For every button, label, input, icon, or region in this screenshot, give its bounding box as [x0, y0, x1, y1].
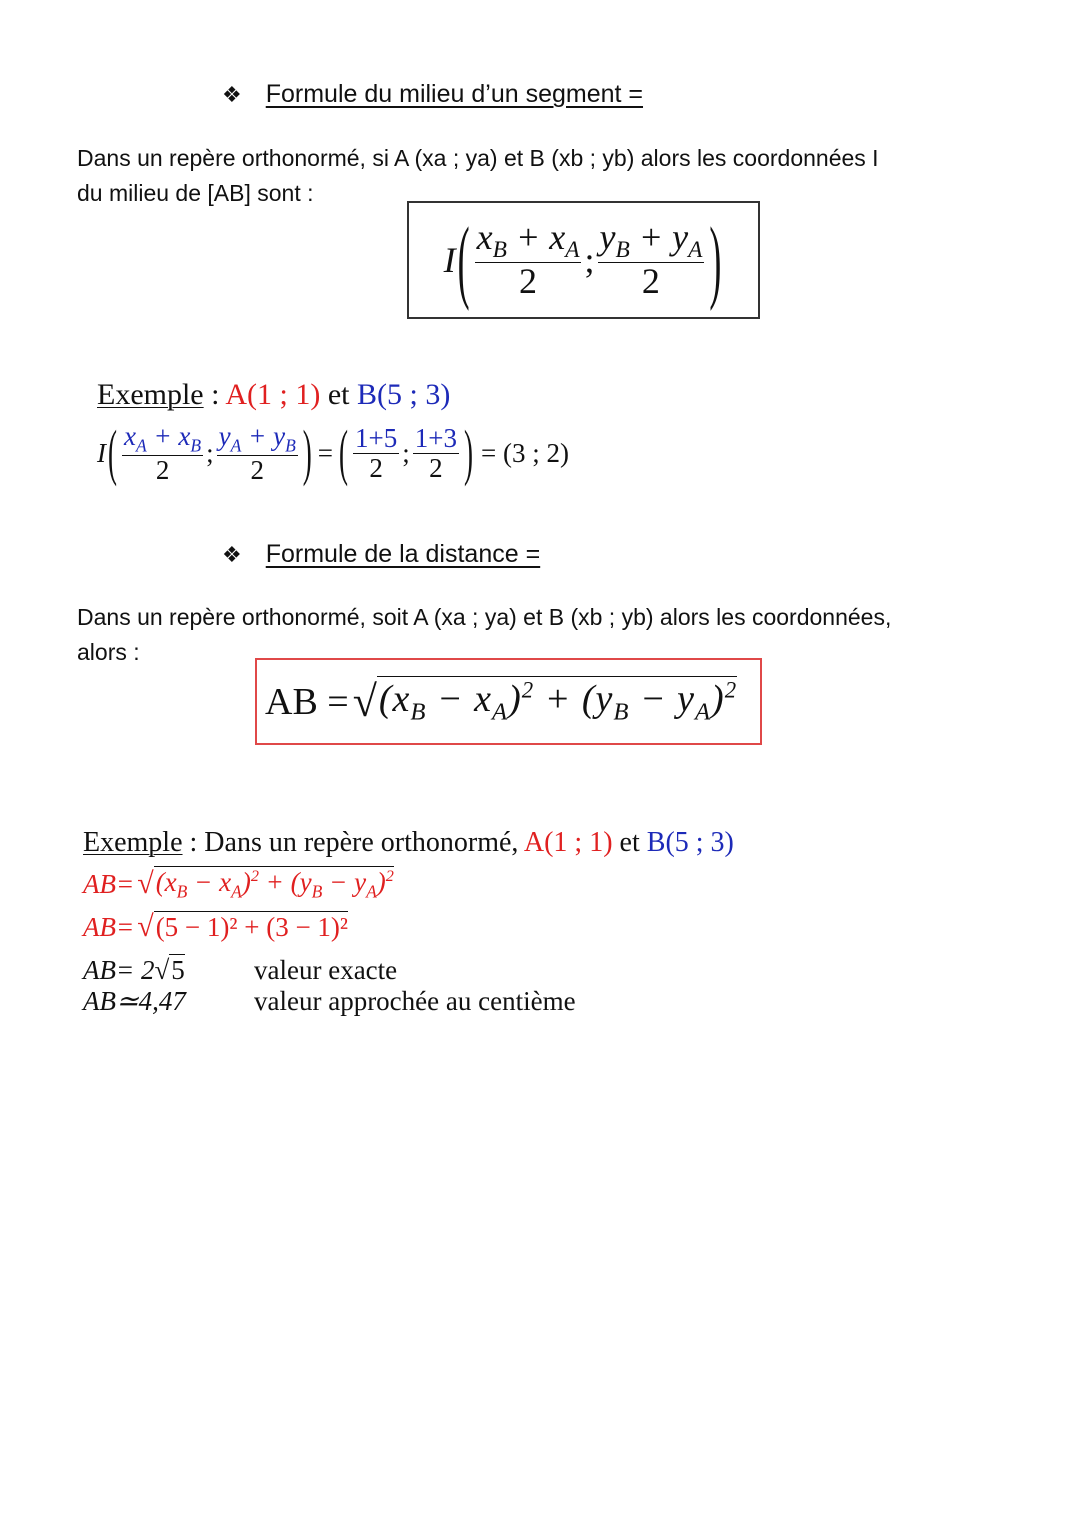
point-a: A(1 ; 1): [225, 378, 321, 411]
distance-example-line-4: AB≃4,47: [83, 986, 186, 1016]
heading-text: Formule de la distance =: [265, 540, 541, 568]
distance-formula-box: AB = √ $(x_B - x_A)^2 + (y_B - y_A)^2$: [255, 658, 762, 745]
point-a: A(1 ; 1): [523, 827, 613, 858]
separator: ;: [584, 240, 595, 280]
intro-line-1: Dans un repère orthonormé, si A (xa ; ya) et B (xb ; yb) alors les coordonnées I: [77, 145, 879, 171]
intro-line-1: Dans un repère orthonormé, soit A (xa ; ya) et B (xb ; yb) alors les coordonnées,: [77, 604, 892, 630]
midpoint-result: = (3 ; 2): [481, 437, 569, 468]
diamond-bullet-icon: ❖: [222, 81, 242, 107]
point-b: B(5 ; 3): [356, 378, 451, 411]
example-label: Exemple: [97, 378, 204, 411]
distance-example-line-3: AB= 2√5: [83, 955, 185, 985]
section-heading-distance: [222, 540, 540, 569]
intro-line-2: du milieu de [AB] sont :: [77, 180, 314, 206]
distance-example-line-2: AB= √ (5 − 1)² + (3 − 1)²: [83, 910, 349, 943]
distance-example-line-1: AB= √ $(x_B - x_A)^2 + (y_B - y_A)^2$: [83, 867, 394, 902]
section-heading-midpoint: [222, 80, 643, 109]
midpoint-example-calc: I ( $\frac{x_A + x_B}{2}$ ; $\frac{y_A + y_B}{2}$ ) = ( $\frac{1+5}{2}$ ; $\frac{1+3}{2}$ ) = (3 ; 2): [97, 417, 569, 487]
formula-name: I: [443, 240, 456, 280]
formula-lhs: AB =: [265, 680, 349, 723]
diamond-bullet-icon: ❖: [222, 541, 242, 567]
approx-value-note: valeur approchée au centième: [254, 986, 576, 1016]
example-label: Exemple: [83, 827, 183, 858]
point-b: B(5 ; 3): [646, 827, 734, 858]
heading-text: Formule du milieu d’un segment =: [265, 80, 644, 108]
fraction-x: $\frac{x_B + x_A}{2}$: [476, 216, 580, 302]
distance-example-title: Exemple : Dans un repère orthonormé, A(1 ; 1) et B(5 ; 3): [83, 827, 734, 858]
intro-line-2: alors :: [77, 639, 140, 665]
midpoint-example-title: Exemple : A(1 ; 1) et B(5 ; 3): [97, 378, 451, 411]
exact-value-note: valeur exacte: [254, 955, 398, 985]
midpoint-formula-box: I ( $\frac{x_B + x_A}{2}$ ; $\frac{y_B + y_A}{2}$ ): [407, 201, 760, 319]
fraction-y: $\frac{y_B + y_A}{2}$: [599, 216, 703, 302]
